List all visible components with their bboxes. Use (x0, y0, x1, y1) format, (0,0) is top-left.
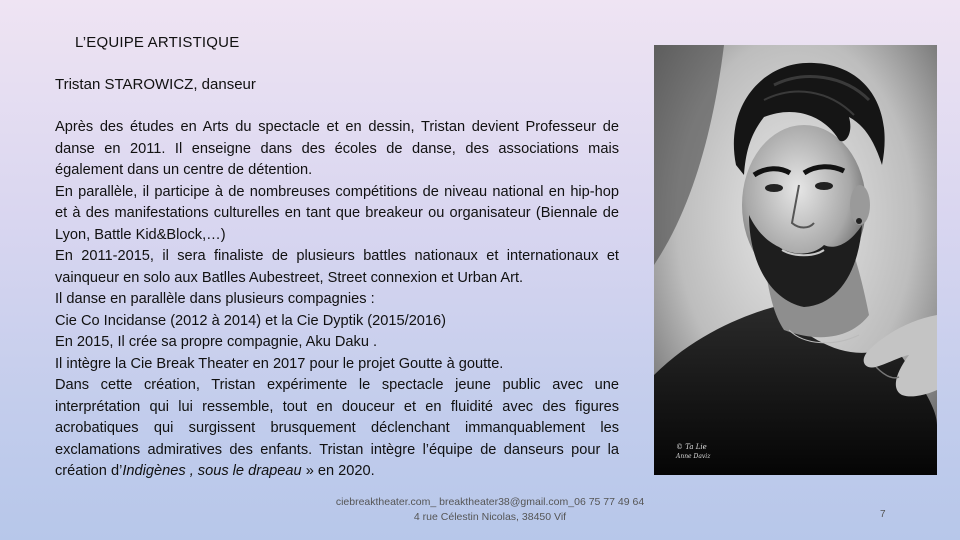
page-number: 7 (880, 509, 886, 520)
photo-watermark-line2: Anne Daviz (676, 453, 711, 460)
bio-paragraph-1: Après des études en Arts du spectacle et en dessin, Tristan devient Professeur de danse en 2011. Il enseigne dans des écoles de danse, des associations mais également dans un centre de détention. (55, 119, 619, 178)
bio-text (55, 117, 619, 483)
person-name: Tristan STAROWICZ, danseur (55, 76, 256, 93)
bio-paragraph-2: En parallèle, il participe à de nombreuses compétitions de niveau national en hip-hop et à des manifestations culturelles en tant que breakeur ou organisateur (Biennale de Lyon, Battle Kid&Block,…) (55, 183, 619, 243)
photo-watermark-line1: © Ta Lie (676, 443, 707, 451)
bio-paragraph-5: Cie Co Incidanse (2012 à 2014) et la Cie Dyptik (2015/2016) (55, 312, 447, 329)
bio-last-text: Dans cette création, Tristan expérimente le spectacle jeune public avec une interprétation qui lui ressemble, tout en douceur et en fluidité avec des figures acrobatiques qui surgissent brusquement déclenchant immanquablement les exclamations admiratives des enfants. Tristan intègre l’équipe de danseurs pour la création d’ (55, 377, 619, 479)
portrait-photo (654, 45, 937, 475)
bio-paragraph-3: En 2011-2015, il sera finaliste de plusieurs battles nationaux et internationaux et vainqueur en solo aux Batlles Aubestreet, Street connexion et Urban Art. (55, 248, 619, 286)
bio-paragraph-4: Il danse en parallèle dans plusieurs compagnies : (55, 291, 375, 307)
bio-paragraph-6: En 2015, Il crée sa propre compagnie, Aku Daku . (55, 334, 378, 350)
footer (300, 495, 680, 525)
section-title: L’EQUIPE ARTISTIQUE (75, 34, 240, 51)
bio-paragraph-8 (55, 375, 619, 483)
bio-last-end: » en 2020. (301, 463, 375, 479)
show-title: Indigènes , sous le drapeau (122, 463, 302, 479)
footer-contact: ciebreaktheater.com_ breaktheater38@gmail.com_06 75 77 49 64 (335, 496, 645, 508)
footer-address: 4 rue Célestin Nicolas, 38450 Vif (413, 511, 567, 523)
bio-paragraph-7: Il intègre la Cie Break Theater en 2017 pour le projet Goutte à goutte. (55, 355, 504, 372)
